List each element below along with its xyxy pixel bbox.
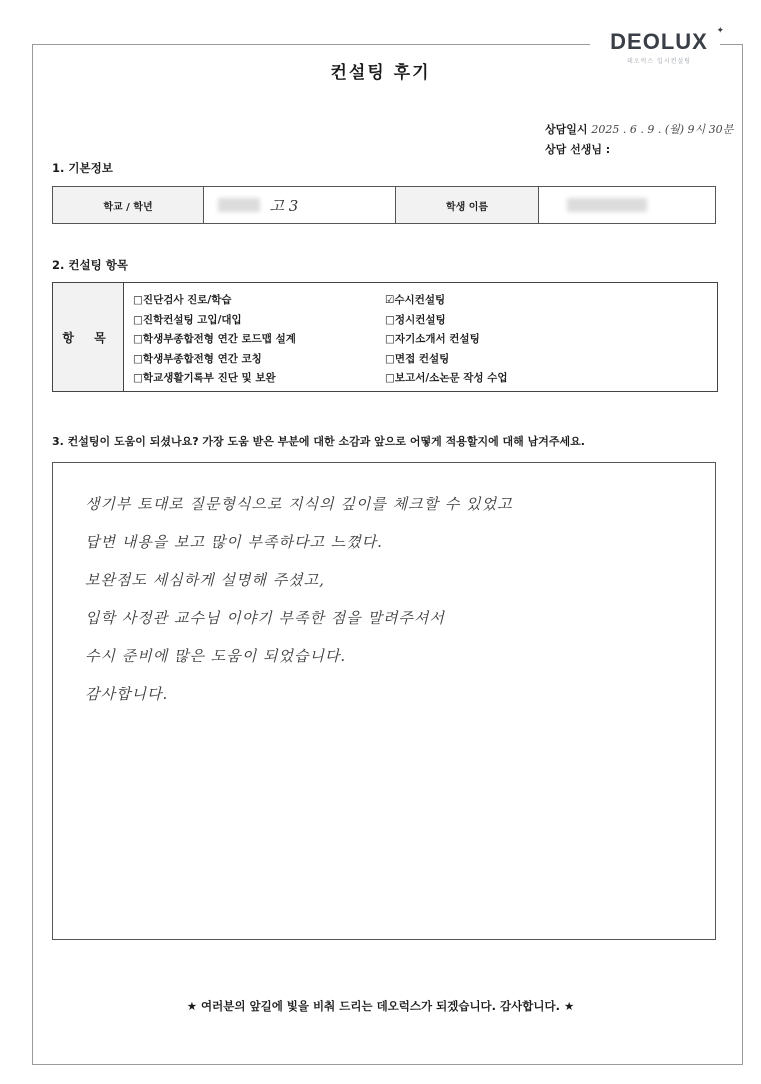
consulting-items-box: [52, 282, 718, 392]
consult-teacher-label: 상담 선생님 :: [545, 143, 611, 156]
student-name-label: 학생 이름: [396, 187, 539, 224]
redacted-school-name: [218, 198, 260, 212]
frame-border-top: [32, 44, 590, 45]
item-roadmap-design: □학생부종합전형 연간 로드맵 설계: [133, 333, 296, 345]
section-feedback-title: 3. 컨설팅이 도움이 되셨나요? 가장 도움 받은 부분에 대한 소감과 앞으로 어떻게 적용할지에 대해 남겨주세요.: [52, 435, 585, 448]
section-items-title: 2. 컨설팅 항목: [52, 258, 128, 272]
sparkle-icon: ✦: [716, 26, 724, 36]
frame-border-bottom: [32, 1064, 743, 1065]
consult-date-label: 상담일시: [545, 123, 588, 136]
section-basic-title: 1. 기본정보: [52, 161, 113, 175]
item-record-diagnosis: □학교생활기록부 진단 및 보완: [133, 372, 276, 384]
school-grade-value-cell: [204, 187, 396, 224]
school-grade-value: 고 3: [269, 196, 299, 215]
feedback-answer-box: [52, 462, 716, 940]
items-right-column: [385, 291, 508, 389]
item-early-admission: ☑수시컨설팅: [385, 294, 446, 306]
logo-subtitle: 데오럭스 입시컨설팅: [626, 58, 692, 65]
items-label: 항 목: [53, 283, 124, 391]
item-annual-coaching: □학생부종합전형 연간 코칭: [133, 352, 262, 365]
feedback-line: 감사합니다.: [85, 685, 169, 703]
feedback-line: 수시 준비에 많은 도움이 되었습니다.: [85, 647, 347, 665]
feedback-text: [85, 485, 513, 713]
redacted-student-name: [567, 198, 647, 212]
item-self-intro: □자기소개서 컨설팅: [385, 333, 480, 345]
feedback-line: 보완점도 세심하게 설명해 주셨고,: [85, 571, 325, 589]
frame-border-left: [32, 44, 33, 1064]
item-diagnostic-test: □진단검사 진로/학습: [133, 294, 232, 306]
consult-date-value: 2025 . 6 . 9 . (월) 9시 30분: [591, 123, 734, 136]
item-report-writing: □보고서/소논문 작성 수업: [385, 372, 508, 384]
school-grade-label: 학교 / 학년: [53, 187, 204, 224]
feedback-line: 생기부 토대로 질문형식으로 지식의 깊이를 체크할 수 있었고: [85, 495, 513, 513]
consult-meta: [545, 120, 733, 160]
basic-info-table: [52, 186, 716, 224]
frame-border-right: [742, 44, 743, 1064]
page-title: 컨설팅 후기: [330, 63, 431, 83]
item-regular-admission: □정시컨설팅: [385, 313, 446, 326]
student-name-value-cell: [539, 187, 716, 224]
frame-border-top-right: [720, 44, 742, 45]
logo-text: DEOLUX: [610, 29, 708, 54]
consult-date-row: [545, 120, 733, 140]
feedback-line: 답변 내용을 보고 많이 부족하다고 느꼈다.: [85, 533, 383, 551]
footer-message: ★ 여러분의 앞길에 빛을 비춰 드리는 데오럭스가 되겠습니다. 감사합니다. ★: [186, 999, 575, 1013]
item-admission-consulting: □진학컨설팅 고입/대입: [133, 313, 242, 326]
feedback-line: 입학 사정관 교수님 이야기 부족한 점을 말려주셔서: [85, 609, 445, 627]
item-interview: □면접 컨설팅: [385, 352, 450, 365]
items-left-column: [133, 291, 296, 389]
